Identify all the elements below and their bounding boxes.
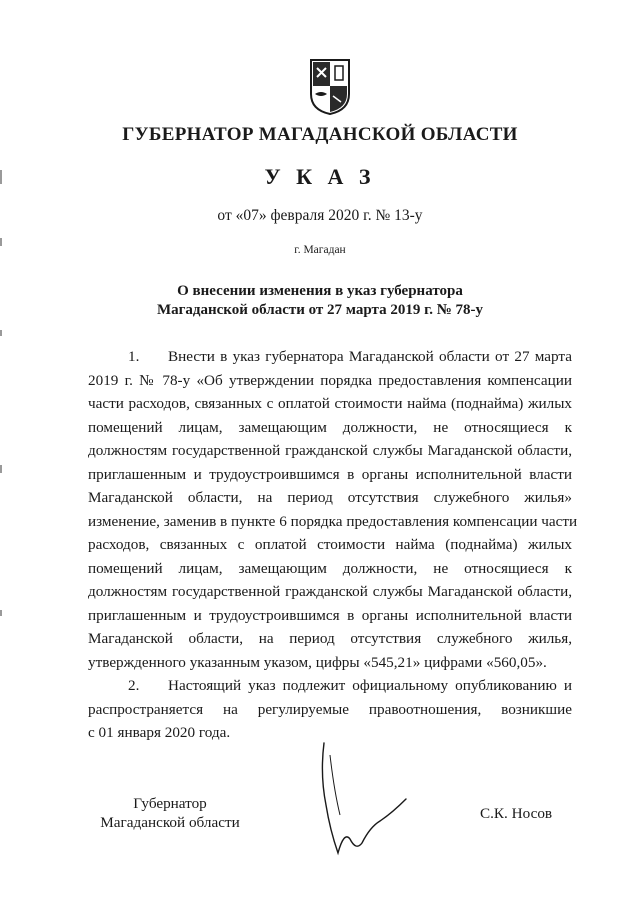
paragraph-line: утвержденного указанным указом, цифры «545,21» цифрами «560,05». [88,653,547,671]
paragraph-line: с 01 января 2020 года. [88,724,231,741]
paragraph-line: помещений лицам, замещающим должности, не относящиеся к [88,559,572,577]
paragraph-line: изменение, заменив в пункте 6 порядка предоставления компенсации части [88,512,578,530]
decree-city: г. Магадан [294,244,346,256]
decree-date: от «07» февраля 2020 г. № 13-у [217,207,423,224]
paragraph-line: должностям государственной гражданской службы Магаданской области, [88,442,572,459]
signatory-name: С.К. Носов [480,805,553,822]
paragraph-number: 2. [128,677,140,694]
paragraph-line: Магаданской области, на период отсутствия служебного жилья» [88,489,572,506]
decree-subject [110,282,530,320]
paragraph-1-first-line: 1. Внести в указ губернатора Магаданской области от 27 марта [88,345,572,369]
paragraph-line: части расходов, связанных с оплатой стоимости найма (поднайма) жилых [88,395,572,412]
paragraph-2-first-line: 2. Настоящий указ подлежит официальному опубликованию и [88,674,572,698]
scan-edge-mark [0,610,2,616]
paragraph-line: должностям государственной гражданской службы Магаданской области, [88,583,572,600]
decree-title: У К А З [264,164,376,189]
paragraph-line: приглашенным и трудоустроившимся в органы исполнительной власти [88,465,572,483]
subject-line: О внесении изменения в указ губернатора [177,283,463,299]
paragraph-line: расходов, связанных с оплатой стоимости найма (поднайма) жилых [88,536,572,553]
paragraph-line: 2019 г. № 78-у «Об утверждении порядка предоставления компенсации [88,371,572,389]
paragraph-line: распространяется на регулируемые правоотношения, возникшие [88,700,572,718]
subject-line: Магаданской области от 27 марта 2019 г. № 78-у [156,302,484,318]
governor-title: ГУБЕРНАТОР МАГАДАНСКОЙ ОБЛАСТИ [122,124,518,145]
signatory-position: Губернатор Магаданской области [100,795,240,831]
paragraph-line: приглашенным и трудоустроившимся в органы исполнительной власти [88,606,572,624]
paragraph-number: 1. [128,348,140,365]
paragraph-line: помещений лицам, замещающим должности, не относящиеся к [88,418,572,436]
coat-of-arms-icon [305,56,355,116]
scan-edge-mark [0,465,2,473]
handwritten-signature [310,735,420,860]
scan-edge-mark [0,330,2,336]
decree-body [88,345,578,745]
paragraph-line: Магаданской области, на период отсутствия служебного жилья, [88,630,572,647]
